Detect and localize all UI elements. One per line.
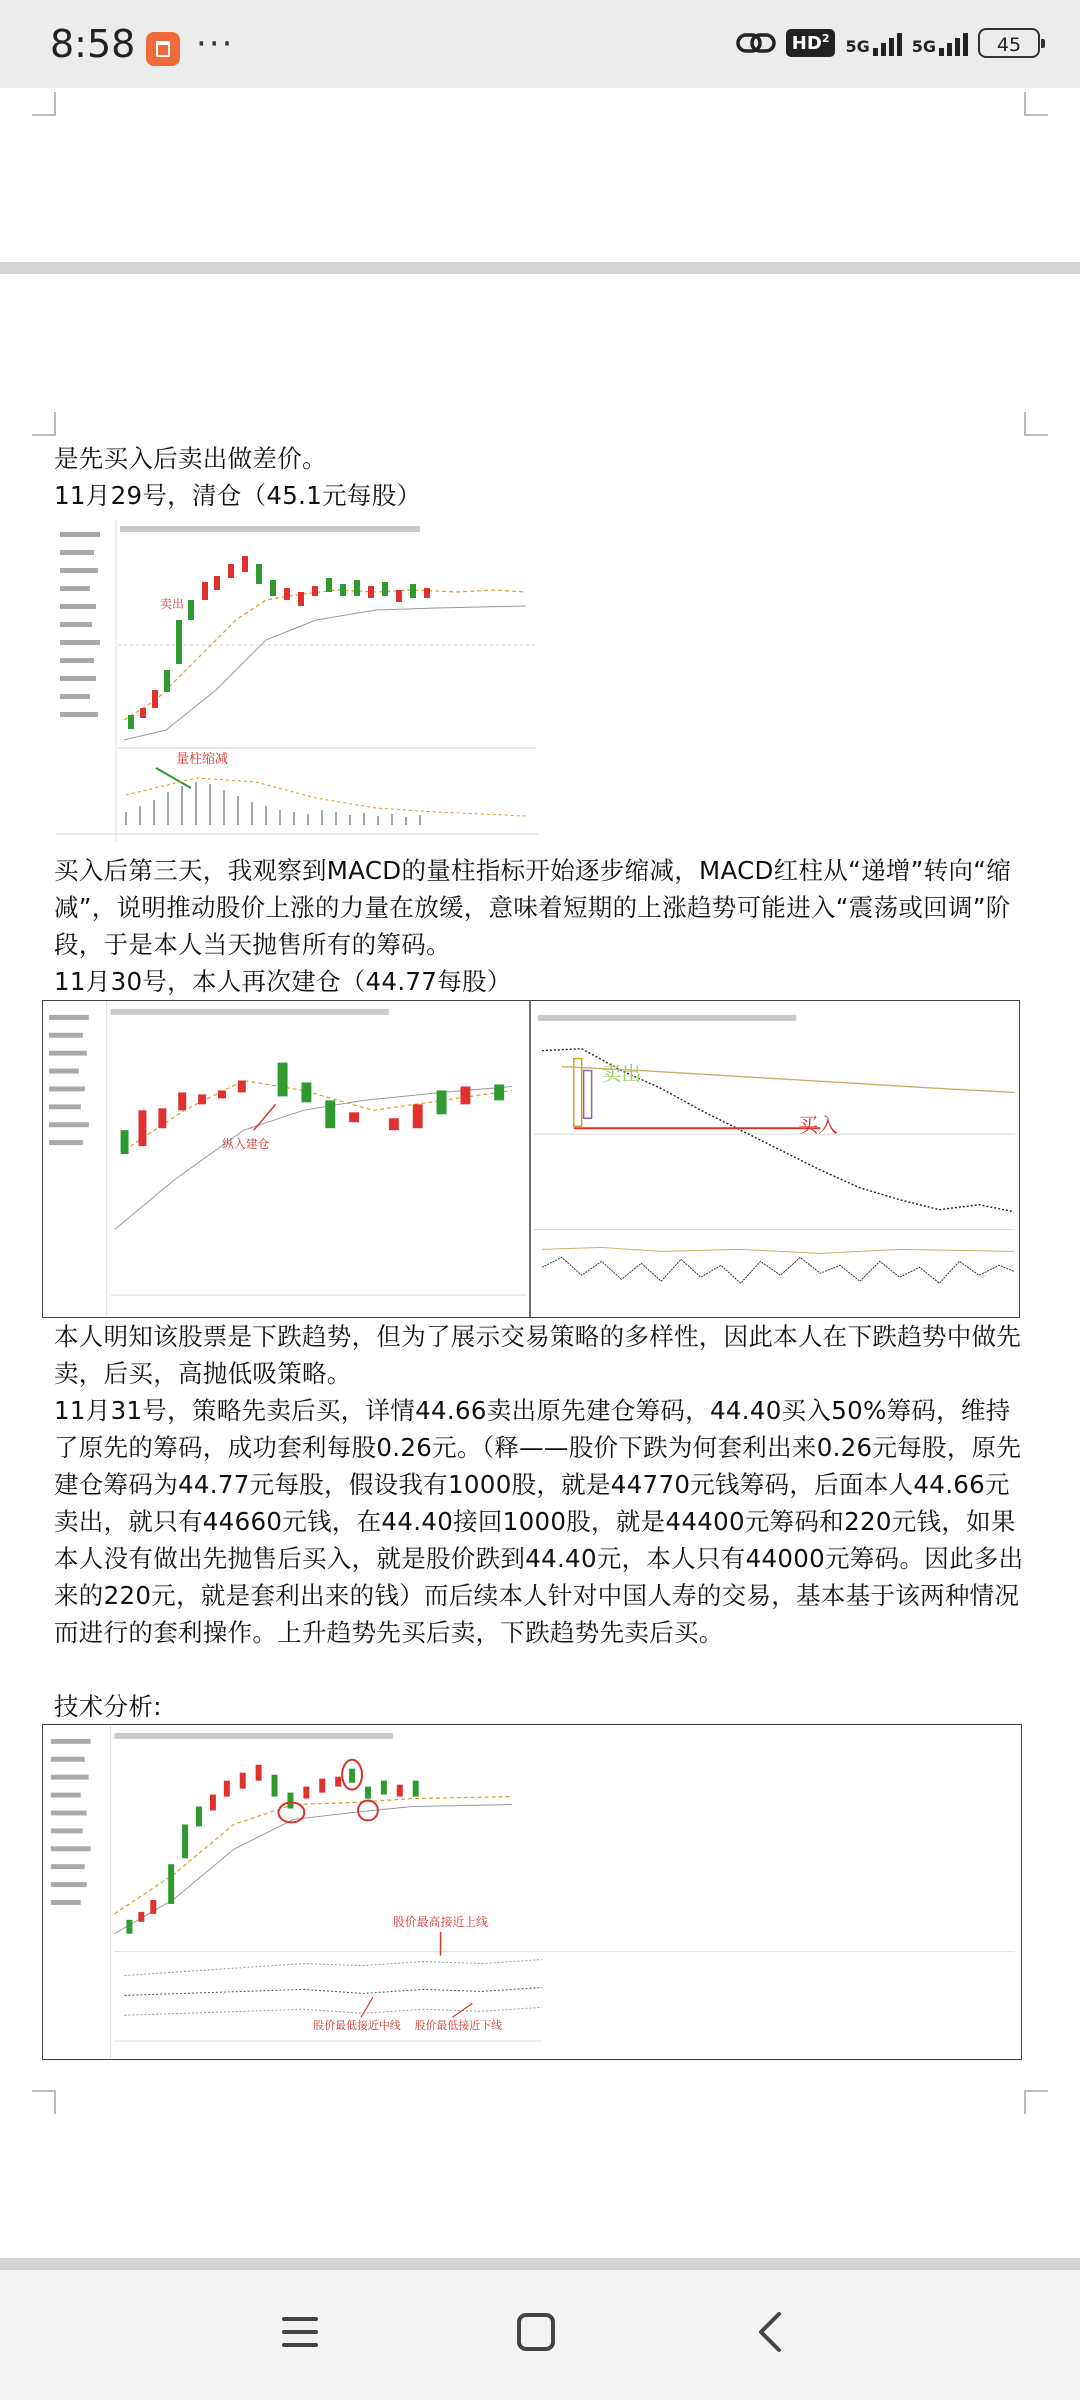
svg-text:股价最低接近中线: 股价最低接近中线: [313, 2019, 401, 2033]
back-button[interactable]: [730, 2292, 810, 2372]
page-corner-mark: [1024, 92, 1048, 116]
signal-icon: 5G: [912, 30, 968, 56]
menu-button[interactable]: [260, 2292, 340, 2372]
more-dots-icon: ···: [196, 24, 235, 64]
page-separator: [0, 2258, 1080, 2270]
svg-text:买入: 买入: [798, 1114, 839, 1138]
page-corner-mark: [32, 92, 56, 116]
battery-icon: 45: [978, 28, 1040, 58]
stock-chart-figure-3: [42, 1724, 1022, 2060]
link-icon: [736, 29, 776, 57]
page-corner-mark: [1024, 412, 1048, 436]
doc-paragraph-strategy: 本人明知该股票是下跌趋势，但为了展示交易策略的多样性，因此本人在下跌趋势中做先卖，后买，高抛低吸策略。: [54, 1322, 1022, 1388]
doc-line-rebuild-position: 11月30号，本人再次建仓（44.77每股）: [54, 967, 512, 996]
doc-paragraph-macd: 买入后第三天，我观察到MACD的量柱指标开始逐步缩减，MACD红柱从“递增”转向“缩减”，说明推动股价上涨的力量在放缓，意味着短期的上涨趋势可能进入“震荡或回调”阶段，于是本人当天抛售所有的筹码。: [54, 856, 1012, 959]
svg-text:卖出: 卖出: [601, 1062, 642, 1086]
back-icon: [755, 2310, 785, 2354]
svg-text:卖出: 卖出: [160, 597, 185, 611]
svg-text:纵入建仓: 纵入建仓: [221, 1137, 270, 1152]
signal-icon: 5G: [845, 30, 901, 56]
doc-line-technical-analysis: 技术分析:: [54, 1692, 162, 1721]
page-corner-mark: [32, 412, 56, 436]
stock-chart-figure-1: [56, 520, 538, 842]
hd-voice-icon: $HD^2$: [786, 29, 836, 57]
navigation-bar: [0, 2270, 1080, 2400]
status-bar: [0, 0, 1080, 88]
doc-line-clear-position: 11月29号，清仓（45.1元每股）: [54, 481, 422, 510]
stock-chart-figure-2: [42, 1000, 1020, 1318]
home-button[interactable]: [496, 2292, 576, 2372]
page-separator: [0, 262, 1080, 274]
page-corner-mark: [1024, 2090, 1048, 2114]
app-notification-icon: [146, 32, 180, 66]
doc-line-intro: 是先买入后卖出做差价。: [54, 444, 327, 473]
page-corner-mark: [32, 2090, 56, 2114]
menu-icon: [280, 2315, 320, 2349]
svg-text:股价最低接近下线: 股价最低接近下线: [414, 2019, 503, 2033]
doc-paragraph-arbitrage: 11月31号，策略先卖后买，详情44.66卖出原先建仓筹码，44.40买入50%筹码，维持了原先的筹码，成功套利每股0.26元。（释——股价下跌为何套利出来0.26元每股，原先建仓筹码为44.77元每股，假设我有1000股，就是44770元钱筹码，后面本人44.66元卖出，就只有44660元钱，在44.40接回1000股，就是44400元筹码和220元钱，如果本人没有做出先抛售后买入，就是股价跌到44.40元，本人只有44000元筹码。因此多出来的220元，就是套利出来的钱）而后续本人针对中国人寿的交易，基本基于该两种情况而进行的套利操作。上升趋势先买后卖，下跌趋势先卖后买。: [54, 1396, 1024, 1647]
home-icon: [516, 2312, 556, 2352]
svg-text:量柱缩减: 量柱缩减: [176, 752, 229, 767]
status-time: 8:58: [50, 22, 136, 66]
svg-text:股价最高接近上线: 股价最高接近上线: [392, 1914, 489, 1929]
